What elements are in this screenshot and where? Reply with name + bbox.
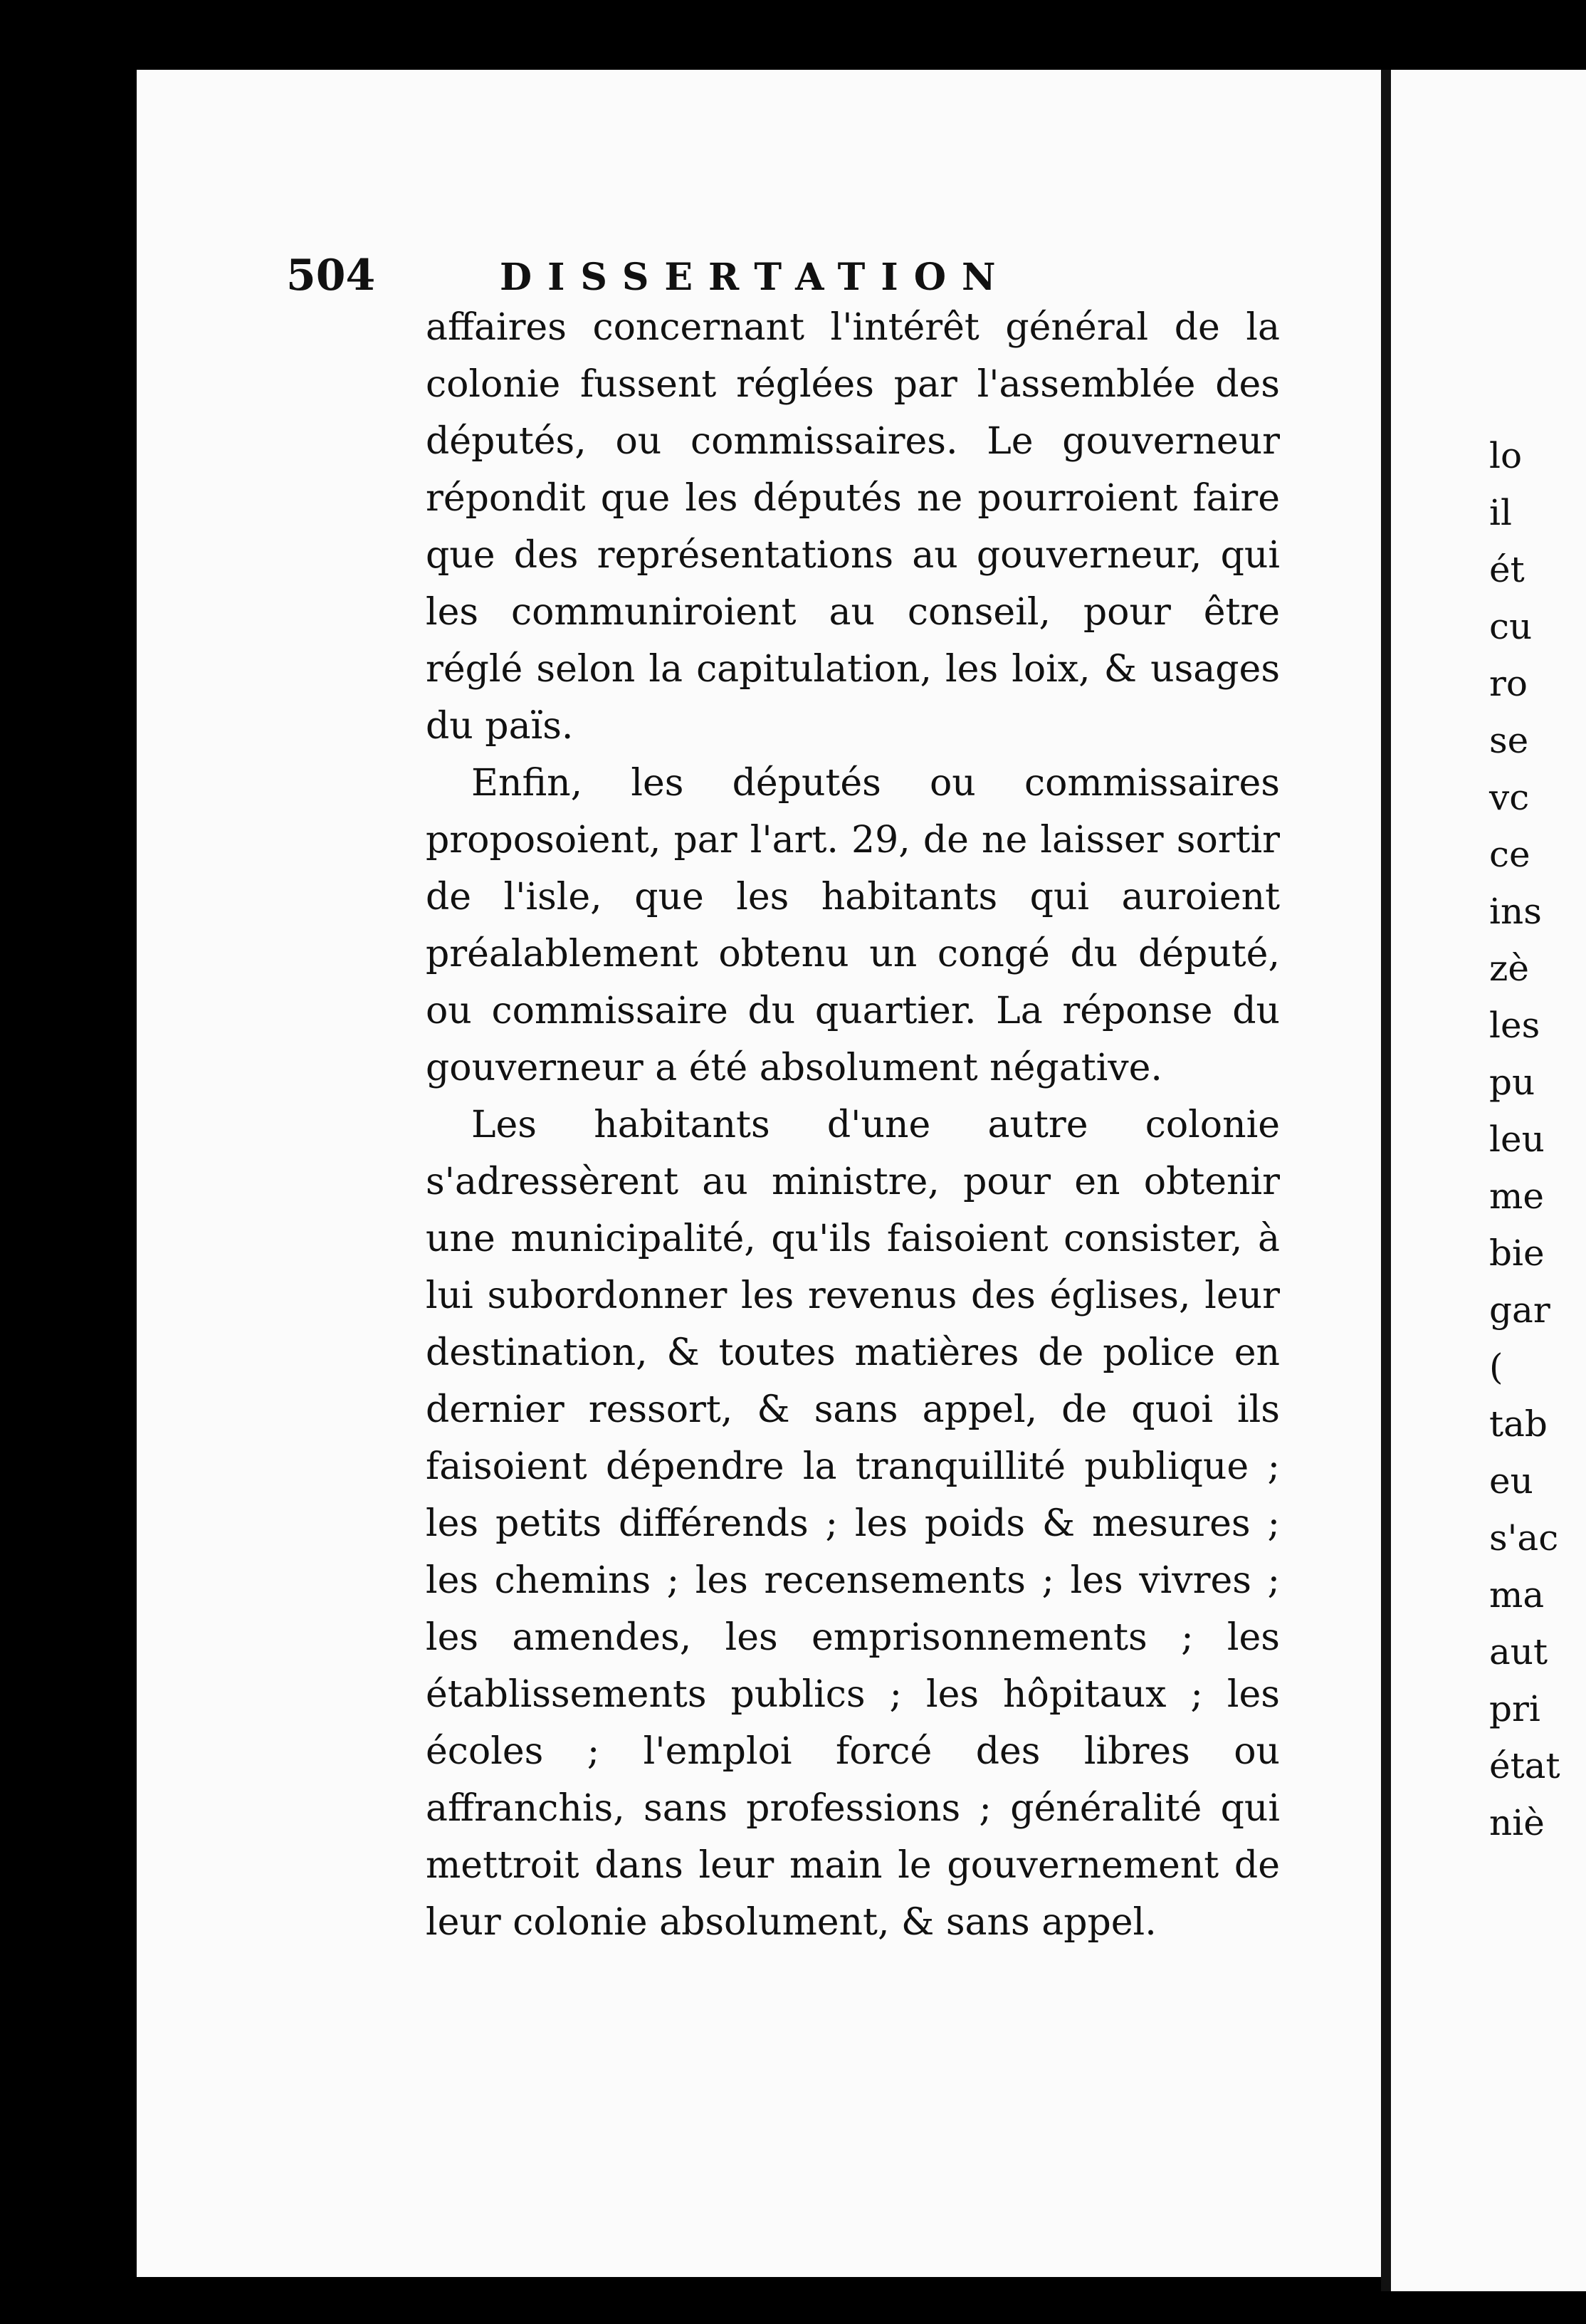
right-page-edge — [1381, 70, 1586, 2291]
facing-page-line: ét — [1489, 549, 1525, 590]
running-title: DISSERTATION — [500, 256, 1012, 299]
facing-page-line: eu — [1489, 1460, 1533, 1502]
facing-page-line: pu — [1489, 1062, 1535, 1103]
facing-page-line: ma — [1489, 1574, 1545, 1616]
facing-page-line: ins — [1489, 891, 1542, 932]
facing-page-line: gar — [1489, 1289, 1550, 1331]
facing-page-line: bie — [1489, 1232, 1545, 1274]
facing-page-line: les — [1489, 1005, 1540, 1046]
facing-page-line: leu — [1489, 1119, 1545, 1160]
facing-page-line: ( — [1489, 1346, 1503, 1388]
paragraph: affaires concernant l'intérêt général de la colonie fussent réglées par l'assemblée des députés, ou commissaires. Le gouverneur répondit que les députés ne pourroient faire que des représentations au gouverneur, qui les communiroient au conseil, pour être réglé selon la capitulation, les loix, & usages du païs. — [426, 306, 1280, 748]
facing-page-line: niè — [1489, 1802, 1545, 1843]
facing-page-line: se — [1489, 720, 1529, 761]
facing-page-line: vc — [1489, 777, 1530, 818]
facing-page-line: me — [1489, 1176, 1545, 1217]
paragraph: Les habitants d'une autre colonie s'adressèrent au ministre, pour en obtenir une municipalité, qu'ils faisoient consister, à lui subordonner les revenus des églises, leur destination, & toutes matières de police en dernier ressort, & sans appel, de quoi ils faisoient dépendre la tranquillité publique ; les petits différends ; les poids & mesures ; les chemins ; les recensements ; les vivres ; les amendes, les emprisonnements ; les établissements publics ; les hôpitaux ; les écoles ; l'emploi forcé des libres ou affranchis, sans professions ; généralité qui mettroit dans leur main le gouvernement de leur colonie absolument, & sans appel. — [426, 1104, 1280, 1944]
facing-page-line: il — [1489, 492, 1512, 533]
page-number: 504 — [286, 251, 376, 300]
facing-page-line: ro — [1489, 663, 1528, 704]
facing-page-line: état — [1489, 1745, 1560, 1786]
facing-page-line: s'ac — [1489, 1517, 1559, 1559]
facing-page-line: tab — [1489, 1403, 1548, 1445]
facing-page-line: ce — [1489, 834, 1530, 875]
facing-page-line: cu — [1489, 606, 1533, 647]
paragraph: Enfin, les députés ou commissaires proposoient, par l'art. 29, de ne laisser sortir de l'isle, que les habitants qui auroient préalablement obtenu un congé du député, ou commissaire du quartier. La réponse du gouverneur a été absolument négative. — [426, 762, 1280, 1089]
facing-page-line: aut — [1489, 1631, 1548, 1673]
facing-page-line: zè — [1489, 948, 1529, 989]
body-text — [426, 299, 1280, 1951]
page-header — [286, 251, 1283, 300]
facing-page-line: lo — [1489, 435, 1523, 476]
facing-page-line: pri — [1489, 1688, 1540, 1729]
